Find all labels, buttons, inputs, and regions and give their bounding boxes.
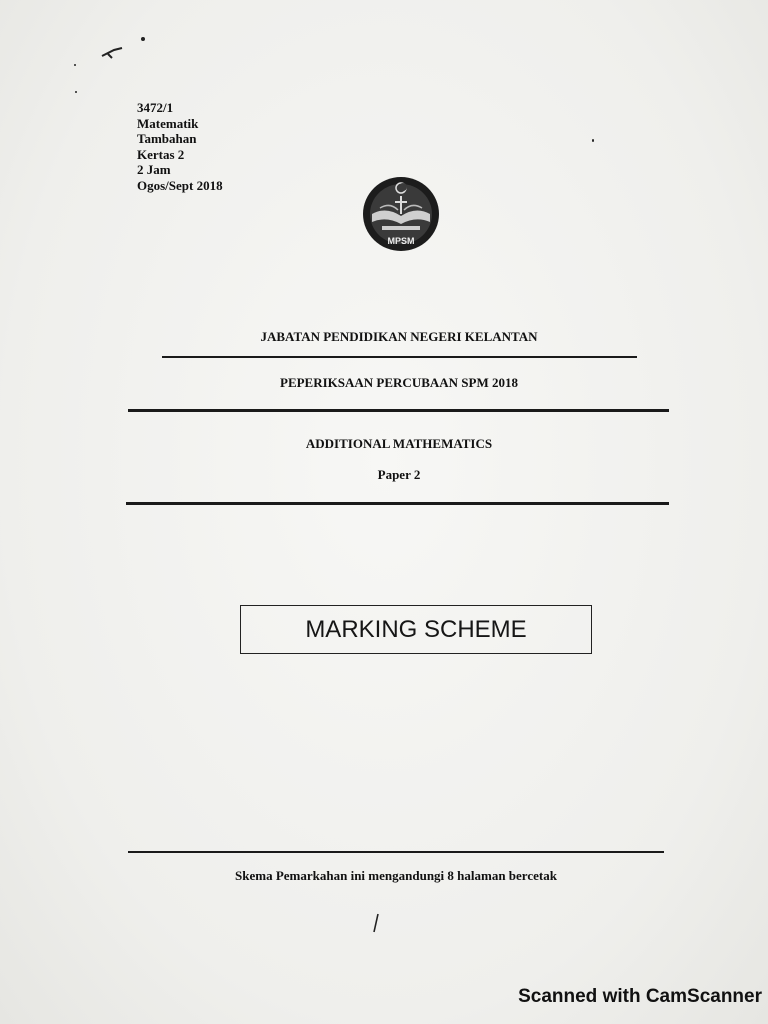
paper-header-info — [137, 100, 223, 193]
camscanner-watermark: Scanned with CamScanner — [518, 986, 762, 1007]
subject-line-2: Tambahan — [137, 131, 197, 146]
paper-title: Paper 2 — [377, 467, 421, 482]
subject-title: ADDITIONAL MATHEMATICS — [305, 436, 493, 451]
pen-scribble-mark — [100, 44, 126, 60]
scan-speck — [75, 91, 77, 93]
marking-scheme-box — [240, 605, 592, 654]
divider-double-line — [126, 502, 669, 505]
paper-duration: 2 Jam — [137, 162, 171, 177]
logo-text: MPSM — [387, 236, 415, 246]
scan-speck — [141, 37, 145, 41]
exam-title: PEPERIKSAAN PERCUBAAN SPM 2018 — [280, 375, 518, 390]
page-count-note: Skema Pemarkahan ini mengandungi 8 halaman bercetak — [235, 868, 557, 883]
department-title: JABATAN PENDIDIKAN NEGERI KELANTAN — [260, 329, 538, 344]
marking-scheme-label: MARKING SCHEME — [305, 615, 527, 643]
exam-date: Ogos/Sept 2018 — [137, 177, 223, 193]
divider-double-line — [128, 409, 669, 412]
paper-number: Kertas 2 — [137, 146, 185, 162]
page-number-mark — [372, 913, 380, 933]
subject-line-1: Matematik — [137, 115, 199, 131]
paper-code: 3472/1 — [137, 100, 174, 115]
divider-line — [162, 356, 637, 358]
scan-speck — [74, 64, 76, 66]
scan-speck — [592, 139, 594, 142]
mpsm-logo — [362, 176, 440, 252]
footer-divider-line — [128, 851, 664, 853]
